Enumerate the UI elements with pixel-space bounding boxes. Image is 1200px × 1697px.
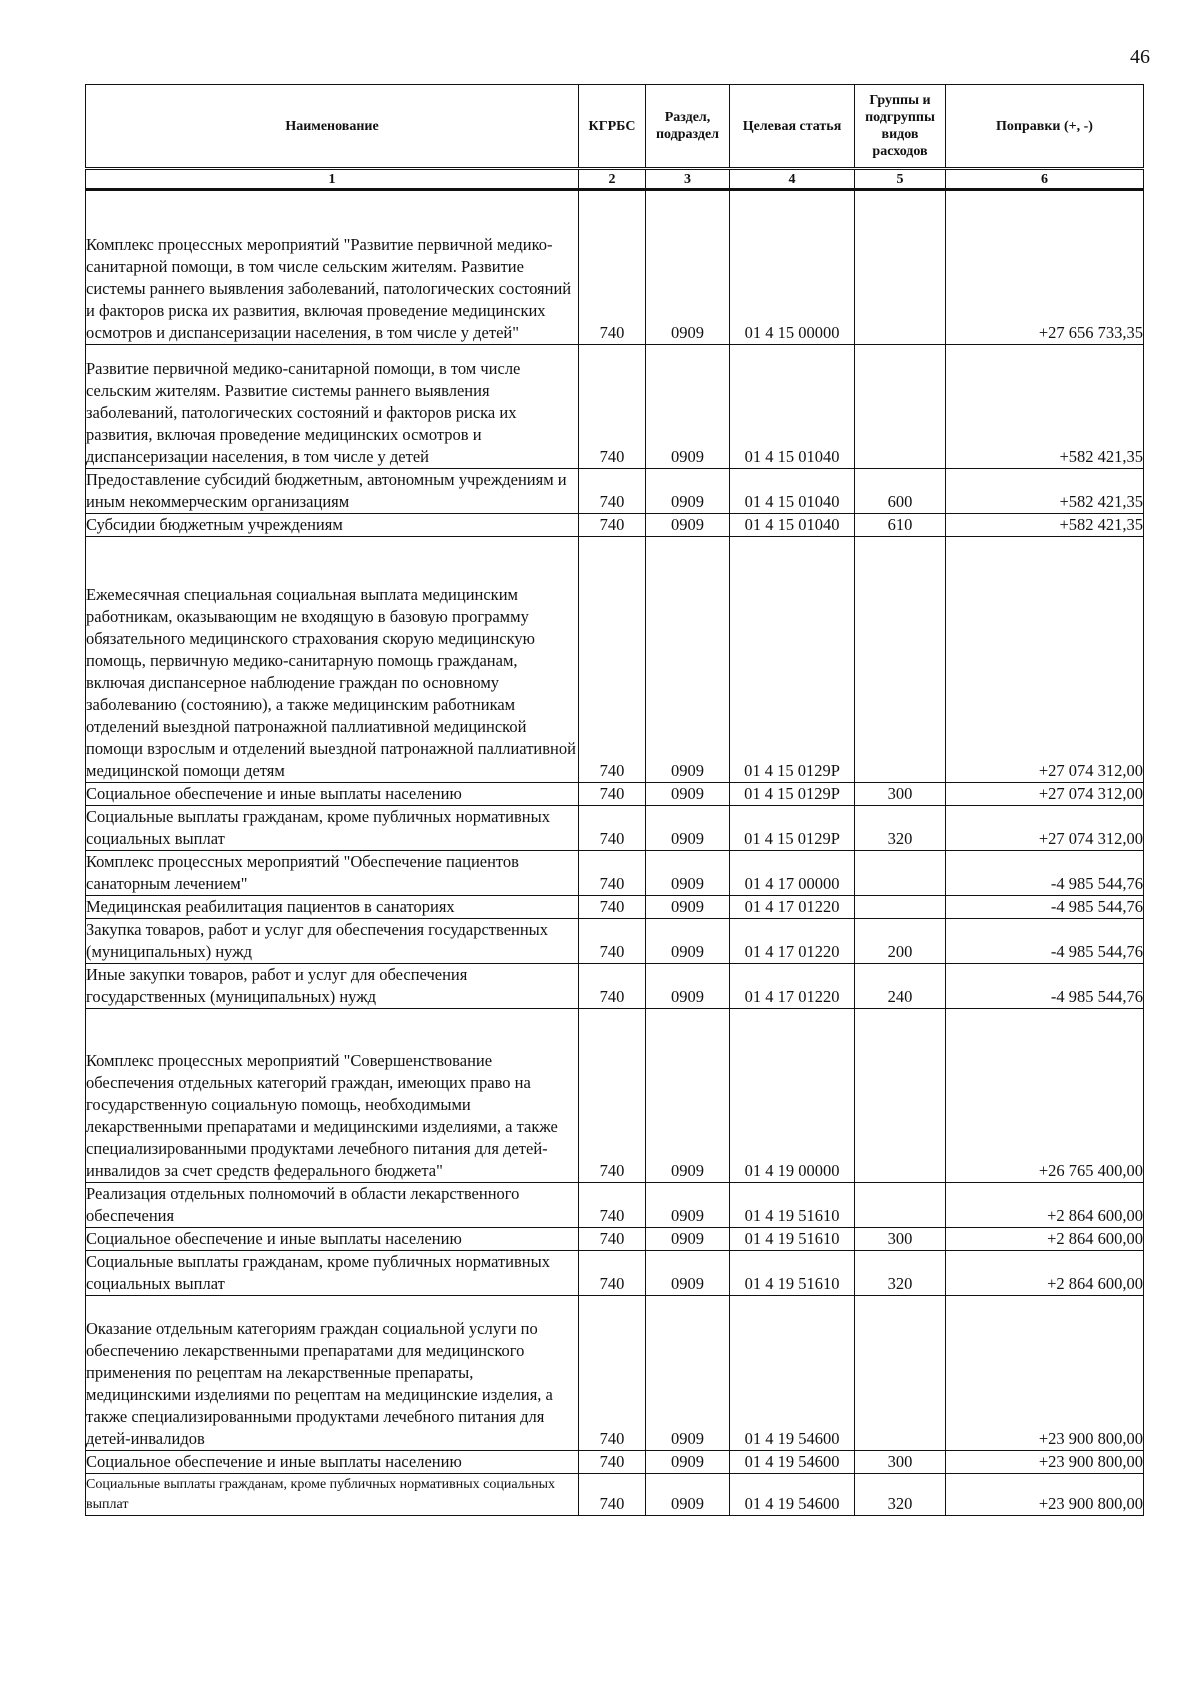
row-group-cell: 200 (855, 919, 946, 964)
row-kgrbs-cell: 740 (579, 537, 646, 783)
header-amount: Поправки (+, -) (946, 85, 1144, 169)
row-kgrbs-cell: 740 (579, 964, 646, 1009)
row-section-cell: 0909 (646, 896, 730, 919)
row-kgrbs-cell: 740 (579, 896, 646, 919)
row-name-cell: Социальное обеспечение и иные выплаты населению (86, 1228, 579, 1251)
table-row (86, 1451, 1144, 1474)
row-target-cell: 01 4 15 00000 (730, 190, 855, 345)
column-number: 2 (579, 169, 646, 190)
row-name-cell: Комплекс процессных мероприятий "Совершенствование обеспечения отдельных категорий граждан, имеющих право на государственную социальную помощь, необходимыми лекарственными препаратами и медицинскими изделиями, а также специализированными продуктами лечебного питания для детей-инвалидов за счет средств федерального бюджета" (86, 1009, 579, 1183)
row-group-cell: 300 (855, 1228, 946, 1251)
row-amount-cell: -4 985 544,76 (946, 851, 1144, 896)
table-row (86, 919, 1144, 964)
table-row (86, 1228, 1144, 1251)
row-group-cell (855, 1183, 946, 1228)
header-section: Раздел, подраздел (646, 85, 730, 169)
row-section-cell: 0909 (646, 190, 730, 345)
row-group-cell (855, 1009, 946, 1183)
row-group-cell: 600 (855, 469, 946, 514)
column-number: 6 (946, 169, 1144, 190)
row-amount-cell: +23 900 800,00 (946, 1296, 1144, 1451)
row-target-cell: 01 4 15 0129Р (730, 537, 855, 783)
row-group-cell: 240 (855, 964, 946, 1009)
row-kgrbs-cell: 740 (579, 783, 646, 806)
header-kgrbs: КГРБС (579, 85, 646, 169)
row-target-cell: 01 4 19 54600 (730, 1474, 855, 1516)
row-section-cell: 0909 (646, 1228, 730, 1251)
row-amount-cell: -4 985 544,76 (946, 964, 1144, 1009)
row-kgrbs-cell: 740 (579, 345, 646, 469)
row-section-cell: 0909 (646, 537, 730, 783)
row-name-cell: Ежемесячная специальная социальная выплата медицинским работникам, оказывающим не входящую в базовую программу обязательного медицинского страхования скорую медицинскую помощь, первичную медико-санитарную помощь гражданам, включая диспансерное наблюдение граждан по основному заболеванию (состоянию), а также медицинским работникам отделений выездной патронажной паллиативной медицинской помощи взрослым и отделений выездной патронажной паллиативной медицинской помощи детям (86, 537, 579, 783)
table-row (86, 896, 1144, 919)
table-body (86, 190, 1144, 1516)
row-group-cell: 320 (855, 1251, 946, 1296)
row-kgrbs-cell: 740 (579, 469, 646, 514)
row-name-cell: Комплекс процессных мероприятий "Обеспечение пациентов санаторным лечением" (86, 851, 579, 896)
budget-amendments-table (85, 84, 1144, 1516)
row-amount-cell: +582 421,35 (946, 514, 1144, 537)
row-amount-cell: +23 900 800,00 (946, 1451, 1144, 1474)
row-name-cell: Иные закупки товаров, работ и услуг для обеспечения государственных (муниципальных) нужд (86, 964, 579, 1009)
row-section-cell: 0909 (646, 806, 730, 851)
table-row (86, 345, 1144, 469)
row-section-cell: 0909 (646, 469, 730, 514)
table-row (86, 1474, 1144, 1516)
row-name-cell: Закупка товаров, работ и услуг для обеспечения государственных (муниципальных) нужд (86, 919, 579, 964)
row-target-cell: 01 4 17 00000 (730, 851, 855, 896)
row-target-cell: 01 4 15 01040 (730, 345, 855, 469)
row-section-cell: 0909 (646, 783, 730, 806)
row-group-cell: 320 (855, 1474, 946, 1516)
table-row (86, 514, 1144, 537)
table-row (86, 469, 1144, 514)
row-name-cell: Социальные выплаты гражданам, кроме публичных нормативных социальных выплат (86, 1251, 579, 1296)
row-amount-cell: +27 074 312,00 (946, 783, 1144, 806)
row-target-cell: 01 4 17 01220 (730, 896, 855, 919)
table-row (86, 1251, 1144, 1296)
row-amount-cell: +26 765 400,00 (946, 1009, 1144, 1183)
header-target: Целевая статья (730, 85, 855, 169)
row-section-cell: 0909 (646, 1474, 730, 1516)
table-row (86, 1296, 1144, 1451)
row-amount-cell: -4 985 544,76 (946, 919, 1144, 964)
row-kgrbs-cell: 740 (579, 851, 646, 896)
row-name-cell: Комплекс процессных мероприятий "Развитие первичной медико-санитарной помощи, в том числе сельским жителям. Развитие системы раннего выявления заболеваний, патологических состояний и факторов риска их развития, включая проведение медицинских осмотров и диспансеризации населения, в том числе у детей" (86, 190, 579, 345)
row-group-cell: 610 (855, 514, 946, 537)
row-name-cell: Реализация отдельных полномочий в области лекарственного обеспечения (86, 1183, 579, 1228)
row-section-cell: 0909 (646, 964, 730, 1009)
row-target-cell: 01 4 15 01040 (730, 469, 855, 514)
row-target-cell: 01 4 19 51610 (730, 1183, 855, 1228)
row-amount-cell: +582 421,35 (946, 345, 1144, 469)
table-row (86, 1183, 1144, 1228)
table-row (86, 964, 1144, 1009)
row-target-cell: 01 4 19 00000 (730, 1009, 855, 1183)
row-amount-cell: +2 864 600,00 (946, 1251, 1144, 1296)
column-number: 4 (730, 169, 855, 190)
row-group-cell (855, 190, 946, 345)
header-name: Наименование (86, 85, 579, 169)
row-target-cell: 01 4 19 54600 (730, 1296, 855, 1451)
row-name-cell: Социальные выплаты гражданам, кроме публичных нормативных социальных выплат (86, 806, 579, 851)
row-kgrbs-cell: 740 (579, 1251, 646, 1296)
row-amount-cell: +23 900 800,00 (946, 1474, 1144, 1516)
row-target-cell: 01 4 19 51610 (730, 1228, 855, 1251)
row-amount-cell: +27 074 312,00 (946, 537, 1144, 783)
row-group-cell: 300 (855, 1451, 946, 1474)
row-target-cell: 01 4 19 51610 (730, 1251, 855, 1296)
row-group-cell: 300 (855, 783, 946, 806)
row-kgrbs-cell: 740 (579, 1228, 646, 1251)
row-amount-cell: +2 864 600,00 (946, 1228, 1144, 1251)
row-group-cell (855, 1296, 946, 1451)
row-kgrbs-cell: 740 (579, 1009, 646, 1183)
row-section-cell: 0909 (646, 1451, 730, 1474)
row-section-cell: 0909 (646, 1009, 730, 1183)
row-section-cell: 0909 (646, 919, 730, 964)
row-name-cell: Развитие первичной медико-санитарной помощи, в том числе сельским жителям. Развитие системы раннего выявления заболеваний, патологических состояний и факторов риска их развития, включая проведение медицинских осмотров и диспансеризации населения, в том числе у детей (86, 345, 579, 469)
row-kgrbs-cell: 740 (579, 1296, 646, 1451)
table-row (86, 1009, 1144, 1183)
header-row (86, 85, 1144, 169)
row-group-cell (855, 537, 946, 783)
row-amount-cell: +27 074 312,00 (946, 806, 1144, 851)
row-group-cell (855, 851, 946, 896)
column-number: 5 (855, 169, 946, 190)
row-amount-cell: +582 421,35 (946, 469, 1144, 514)
table-row (86, 537, 1144, 783)
table-row (86, 806, 1144, 851)
row-target-cell: 01 4 15 0129Р (730, 783, 855, 806)
row-kgrbs-cell: 740 (579, 190, 646, 345)
table-row (86, 851, 1144, 896)
row-name-cell: Предоставление субсидий бюджетным, автономным учреждениям и иным некоммерческим организациям (86, 469, 579, 514)
row-name-cell: Социальное обеспечение и иные выплаты населению (86, 1451, 579, 1474)
row-kgrbs-cell: 740 (579, 1451, 646, 1474)
row-amount-cell: +27 656 733,35 (946, 190, 1144, 345)
row-group-cell (855, 896, 946, 919)
row-name-cell: Субсидии бюджетным учреждениям (86, 514, 579, 537)
row-name-cell: Оказание отдельным категориям граждан социальной услуги по обеспечению лекарственными препаратами для медицинского применения по рецептам на лекарственные препараты, медицинскими изделиями по рецептам на медицинские изделия, а также специализированными продуктами лечебного питания для детей-инвалидов (86, 1296, 579, 1451)
row-target-cell: 01 4 15 0129Р (730, 806, 855, 851)
row-kgrbs-cell: 740 (579, 919, 646, 964)
row-target-cell: 01 4 17 01220 (730, 964, 855, 1009)
row-kgrbs-cell: 740 (579, 514, 646, 537)
row-kgrbs-cell: 740 (579, 806, 646, 851)
table-row (86, 190, 1144, 345)
row-section-cell: 0909 (646, 345, 730, 469)
row-kgrbs-cell: 740 (579, 1183, 646, 1228)
row-name-cell: Социальные выплаты гражданам, кроме публичных нормативных социальных выплат (86, 1474, 579, 1516)
row-section-cell: 0909 (646, 1296, 730, 1451)
row-section-cell: 0909 (646, 851, 730, 896)
column-number: 1 (86, 169, 579, 190)
row-section-cell: 0909 (646, 1183, 730, 1228)
column-number: 3 (646, 169, 730, 190)
row-target-cell: 01 4 17 01220 (730, 919, 855, 964)
row-group-cell: 320 (855, 806, 946, 851)
page-number: 46 (1130, 46, 1150, 68)
row-kgrbs-cell: 740 (579, 1474, 646, 1516)
row-group-cell (855, 345, 946, 469)
row-amount-cell: +2 864 600,00 (946, 1183, 1144, 1228)
row-section-cell: 0909 (646, 1251, 730, 1296)
column-number-row (86, 169, 1144, 190)
row-section-cell: 0909 (646, 514, 730, 537)
row-name-cell: Социальное обеспечение и иные выплаты населению (86, 783, 579, 806)
row-name-cell: Медицинская реабилитация пациентов в санаториях (86, 896, 579, 919)
row-target-cell: 01 4 15 01040 (730, 514, 855, 537)
row-amount-cell: -4 985 544,76 (946, 896, 1144, 919)
header-group: Группы и подгруппы видов расходов (855, 85, 946, 169)
row-target-cell: 01 4 19 54600 (730, 1451, 855, 1474)
table-row (86, 783, 1144, 806)
